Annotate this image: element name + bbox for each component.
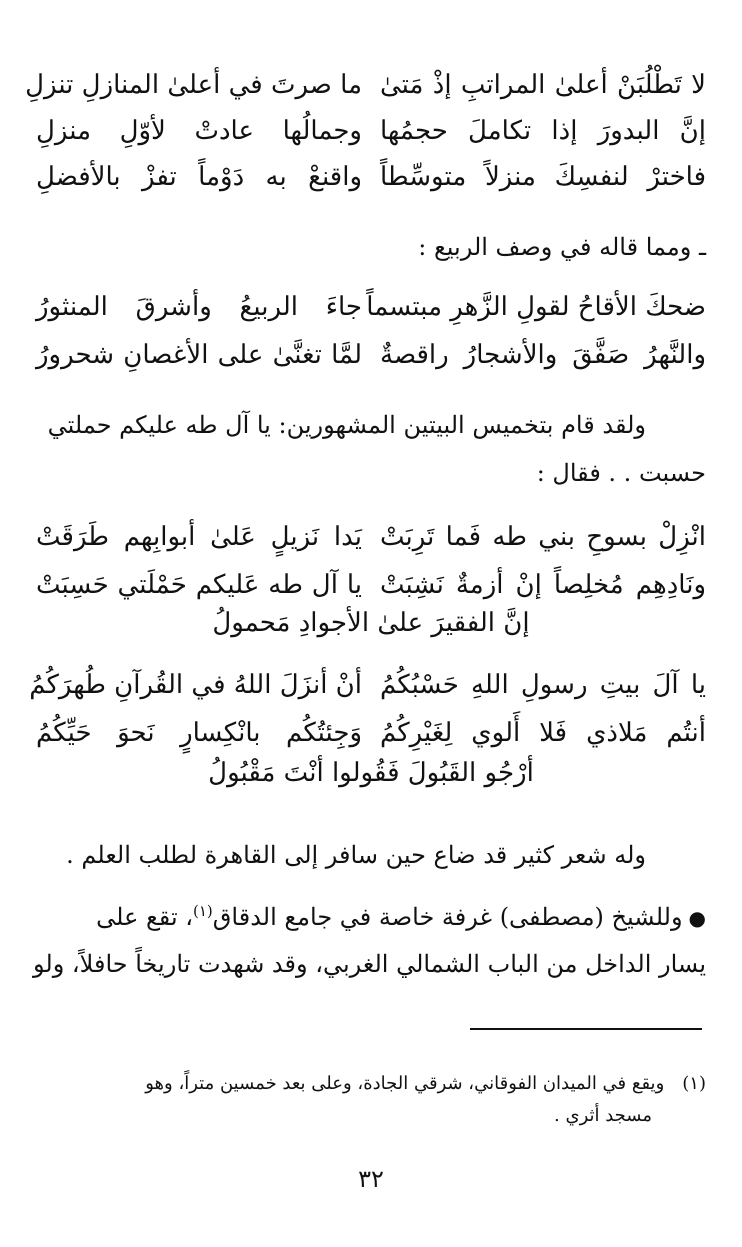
takhmis-closing-line: إنَّ الفقيرَ علىٰ الأجوادِ مَحمولُ bbox=[212, 608, 530, 638]
verse-line bbox=[36, 154, 706, 200]
takhmis-intro-line-2: حسبت . . فقال : bbox=[536, 459, 706, 487]
verse-line bbox=[36, 332, 706, 378]
footnote-divider bbox=[470, 1028, 702, 1030]
verse-first-hemistich: ونَادِهِم مُخلِصاً إنْ أزمةٌ نَشِبَتْ bbox=[380, 570, 706, 600]
spring-intro bbox=[36, 224, 706, 270]
verse-first-hemistich: أنتُم مَلاذي فَلا أَلوي لِغَيْرِكُمُ bbox=[380, 718, 706, 748]
verse-first-hemistich: إنَّ البدورَ إذا تكاملَ حجمُها bbox=[380, 116, 706, 146]
verse-first-hemistich: ضحكَ الأقاحُ لقولِ الزَّهرِ مبتسماً bbox=[366, 292, 706, 322]
takhmis-intro bbox=[36, 402, 706, 496]
verse-first-hemistich: فاخترْ لنفسِكَ منزلاً متوسِّطاً bbox=[380, 162, 706, 192]
verse-second-hemistich: وجمالُها عادتْ لأوّلِ منزلِ bbox=[36, 116, 362, 146]
footnote-reference[interactable]: (١) bbox=[193, 902, 213, 920]
poetry-note bbox=[36, 832, 646, 878]
room-paragraph-text: وللشيخ (مصطفى) غرفة خاصة في جامع الدقاق bbox=[212, 903, 683, 931]
verse-second-hemistich: يا آل طه عَليكم حَمْلَتي حَسِبَتْ bbox=[36, 570, 362, 600]
spring-intro-text: ـ ومما قاله في وصف الربيع : bbox=[418, 233, 706, 261]
bullet-icon: ● bbox=[688, 906, 706, 930]
verse-second-hemistich: وَجِئتُكُم بانْكِسارٍ نَحوَ حَيِّكُمُ bbox=[36, 718, 362, 748]
verse-second-hemistich: أنْ أنزَلَ اللهُ في القُرآنِ طُهرَكُمُ bbox=[29, 670, 362, 700]
room-paragraph bbox=[33, 888, 706, 987]
room-paragraph-tail: ، تقع على bbox=[96, 903, 193, 931]
verse-line bbox=[36, 108, 706, 154]
verse-line bbox=[25, 62, 706, 108]
footnote bbox=[36, 1068, 706, 1132]
footnote-line-1 bbox=[36, 1068, 706, 1100]
verse-line bbox=[36, 710, 706, 756]
verse-first-hemistich: انْزِلْ بسوحِ بني طه فَما تَرِبَتْ bbox=[380, 522, 706, 552]
takhmis-intro-line-1: ولقد قام بتخميس البيتين المشهورين: يا آل طه عليكم حملتي bbox=[47, 411, 646, 439]
verse-first-hemistich: يا آلَ بيتِ رسولِ اللهِ حَسْبُكُمُ bbox=[380, 670, 706, 700]
verse-line bbox=[36, 562, 706, 608]
verse-line bbox=[29, 662, 706, 708]
takhmis-closing-line: أرْجُو القَبُولَ فَقُولوا أنْتَ مَقْبُولُ bbox=[208, 758, 534, 788]
verse-first-hemistich: لا تَطْلُبَنْ أعلىٰ المراتبِ إذْ مَتىٰ bbox=[380, 70, 706, 100]
footnote-number: (١) bbox=[682, 1073, 706, 1094]
verse-second-hemistich: واقنعْ به دَوْماً تفزْ بالأفضلِ bbox=[36, 162, 362, 192]
verse-line bbox=[36, 284, 706, 330]
verse-first-hemistich: والنَّهرُ صَفَّقَ والأشجارُ راقصةٌ bbox=[380, 340, 706, 370]
verse-second-hemistich: ما صرتَ في أعلىٰ المنازلِ تنزلِ bbox=[25, 70, 362, 100]
verse-line bbox=[36, 514, 706, 560]
room-paragraph-line-2: يسار الداخل من الباب الشمالي الغربي، وقد شهدت تاريخاً حافلاً، ولو bbox=[33, 950, 706, 978]
footnote-line-2: مسجد أثري . bbox=[554, 1105, 652, 1126]
room-paragraph-line-1 bbox=[36, 888, 706, 941]
verse-second-hemistich: يَدا نَزيلٍ عَلىٰ أبوابِهم طَرَقَتْ bbox=[36, 522, 362, 552]
verse-second-hemistich: لمَّا تغنَّىٰ على الأغصانِ شحرورُ bbox=[36, 340, 362, 370]
verse-second-hemistich: جاءَ الربيعُ وأشرقَ المنثورُ bbox=[36, 292, 362, 322]
footnote-text: ويقع في الميدان الفوقاني، شرقي الجادة، وعلى بعد خمسين متراً، وهو bbox=[145, 1073, 665, 1094]
page-number: ٣٢ bbox=[358, 1165, 384, 1193]
poetry-note-text: وله شعر كثير قد ضاع حين سافر إلى القاهرة لطلب العلم . bbox=[66, 841, 646, 869]
